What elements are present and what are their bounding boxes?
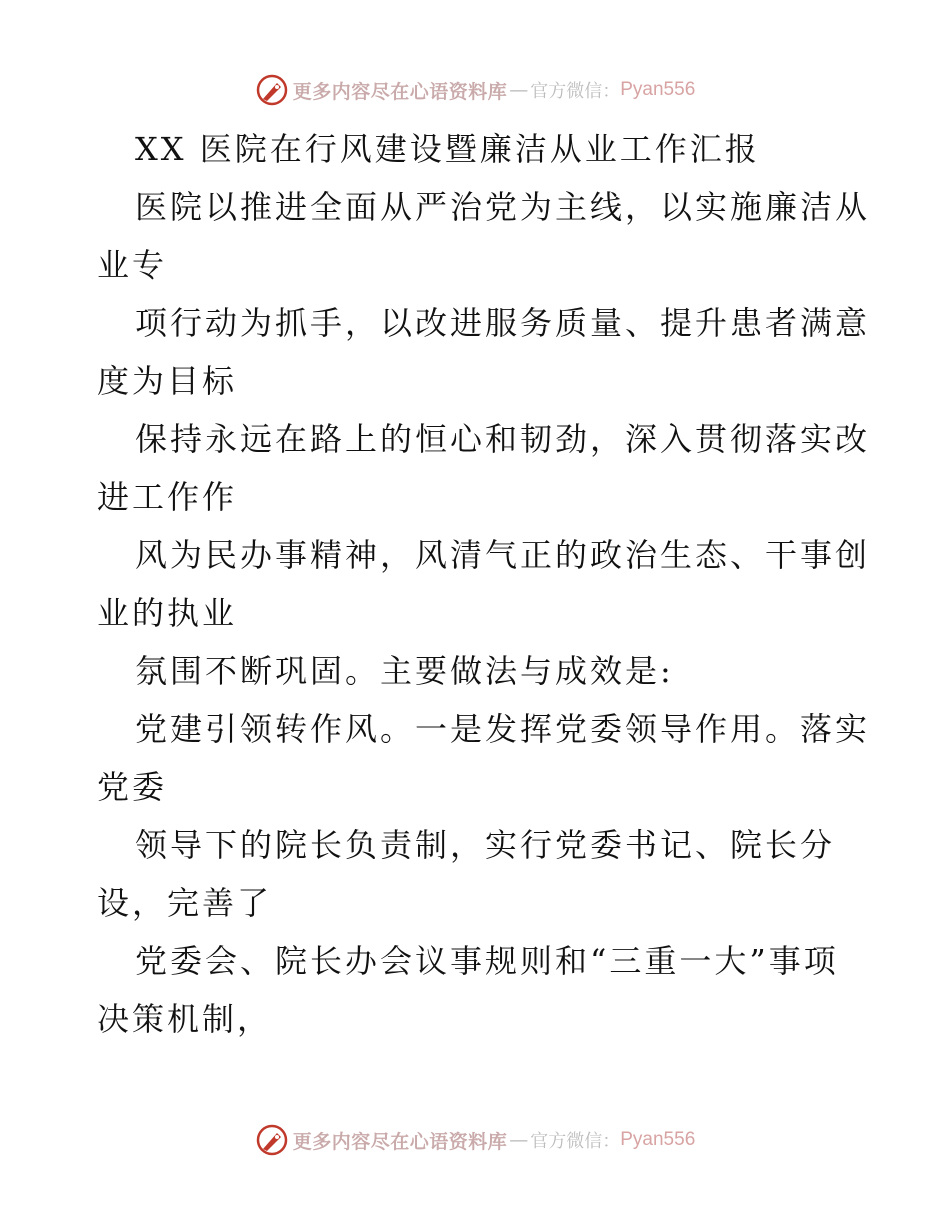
document-body xyxy=(97,120,871,1048)
paragraph-line: 党委会、院长办会议事规则和“三重一大”事项 xyxy=(135,942,839,980)
pen-nib-logo-icon xyxy=(255,73,289,107)
pen-nib-logo-icon xyxy=(255,1123,289,1157)
paragraph-line: 风为民办事精神，风清气正的政治生态、干事创 xyxy=(135,536,871,574)
watermark-site-text: 更多内容尽在心语资料库 xyxy=(292,1130,508,1153)
watermark-wechat-label: 官方微信： xyxy=(530,1131,621,1152)
footer-watermark xyxy=(0,1120,950,1160)
watermark-wechat-id: Pyan556 xyxy=(620,79,696,100)
paragraph-line: 进工作作 xyxy=(97,478,238,516)
watermark-separator: — xyxy=(509,79,529,101)
watermark-wechat-id: Pyan556 xyxy=(620,1129,696,1150)
document-title: XX 医院在行风建设暨廉洁从业工作汇报 xyxy=(135,130,760,168)
paragraph-line: 决策机制， xyxy=(97,1000,273,1038)
paragraph-line: 保持永远在路上的恒心和韧劲，深入贯彻落实改 xyxy=(135,420,871,458)
header-watermark xyxy=(0,70,950,110)
paragraph-line: 领导下的院长负责制，实行党委书记、院长分 xyxy=(135,826,836,864)
paragraph-line: 党建引领转作风。一是发挥党委领导作用。落实 xyxy=(135,710,871,748)
paragraph-line: 项行动为抓手，以改进服务质量、提升患者满意 xyxy=(135,304,871,342)
paragraph-line: 党委 xyxy=(97,768,168,806)
watermark-separator: — xyxy=(509,1129,529,1151)
paragraph-line: 业的执业 xyxy=(97,594,238,632)
paragraph-line: 业专 xyxy=(97,246,168,284)
paragraph-line: 氛围不断巩固。主要做法与成效是: xyxy=(135,652,674,690)
paragraph-line: 医院以推进全面从严治党为主线，以实施廉洁从 xyxy=(135,188,871,226)
watermark-site-text: 更多内容尽在心语资料库 xyxy=(292,80,508,103)
paragraph-line: 度为目标 xyxy=(97,362,238,400)
paragraph-line: 设，完善了 xyxy=(97,884,273,922)
watermark-wechat-label: 官方微信： xyxy=(530,81,621,102)
